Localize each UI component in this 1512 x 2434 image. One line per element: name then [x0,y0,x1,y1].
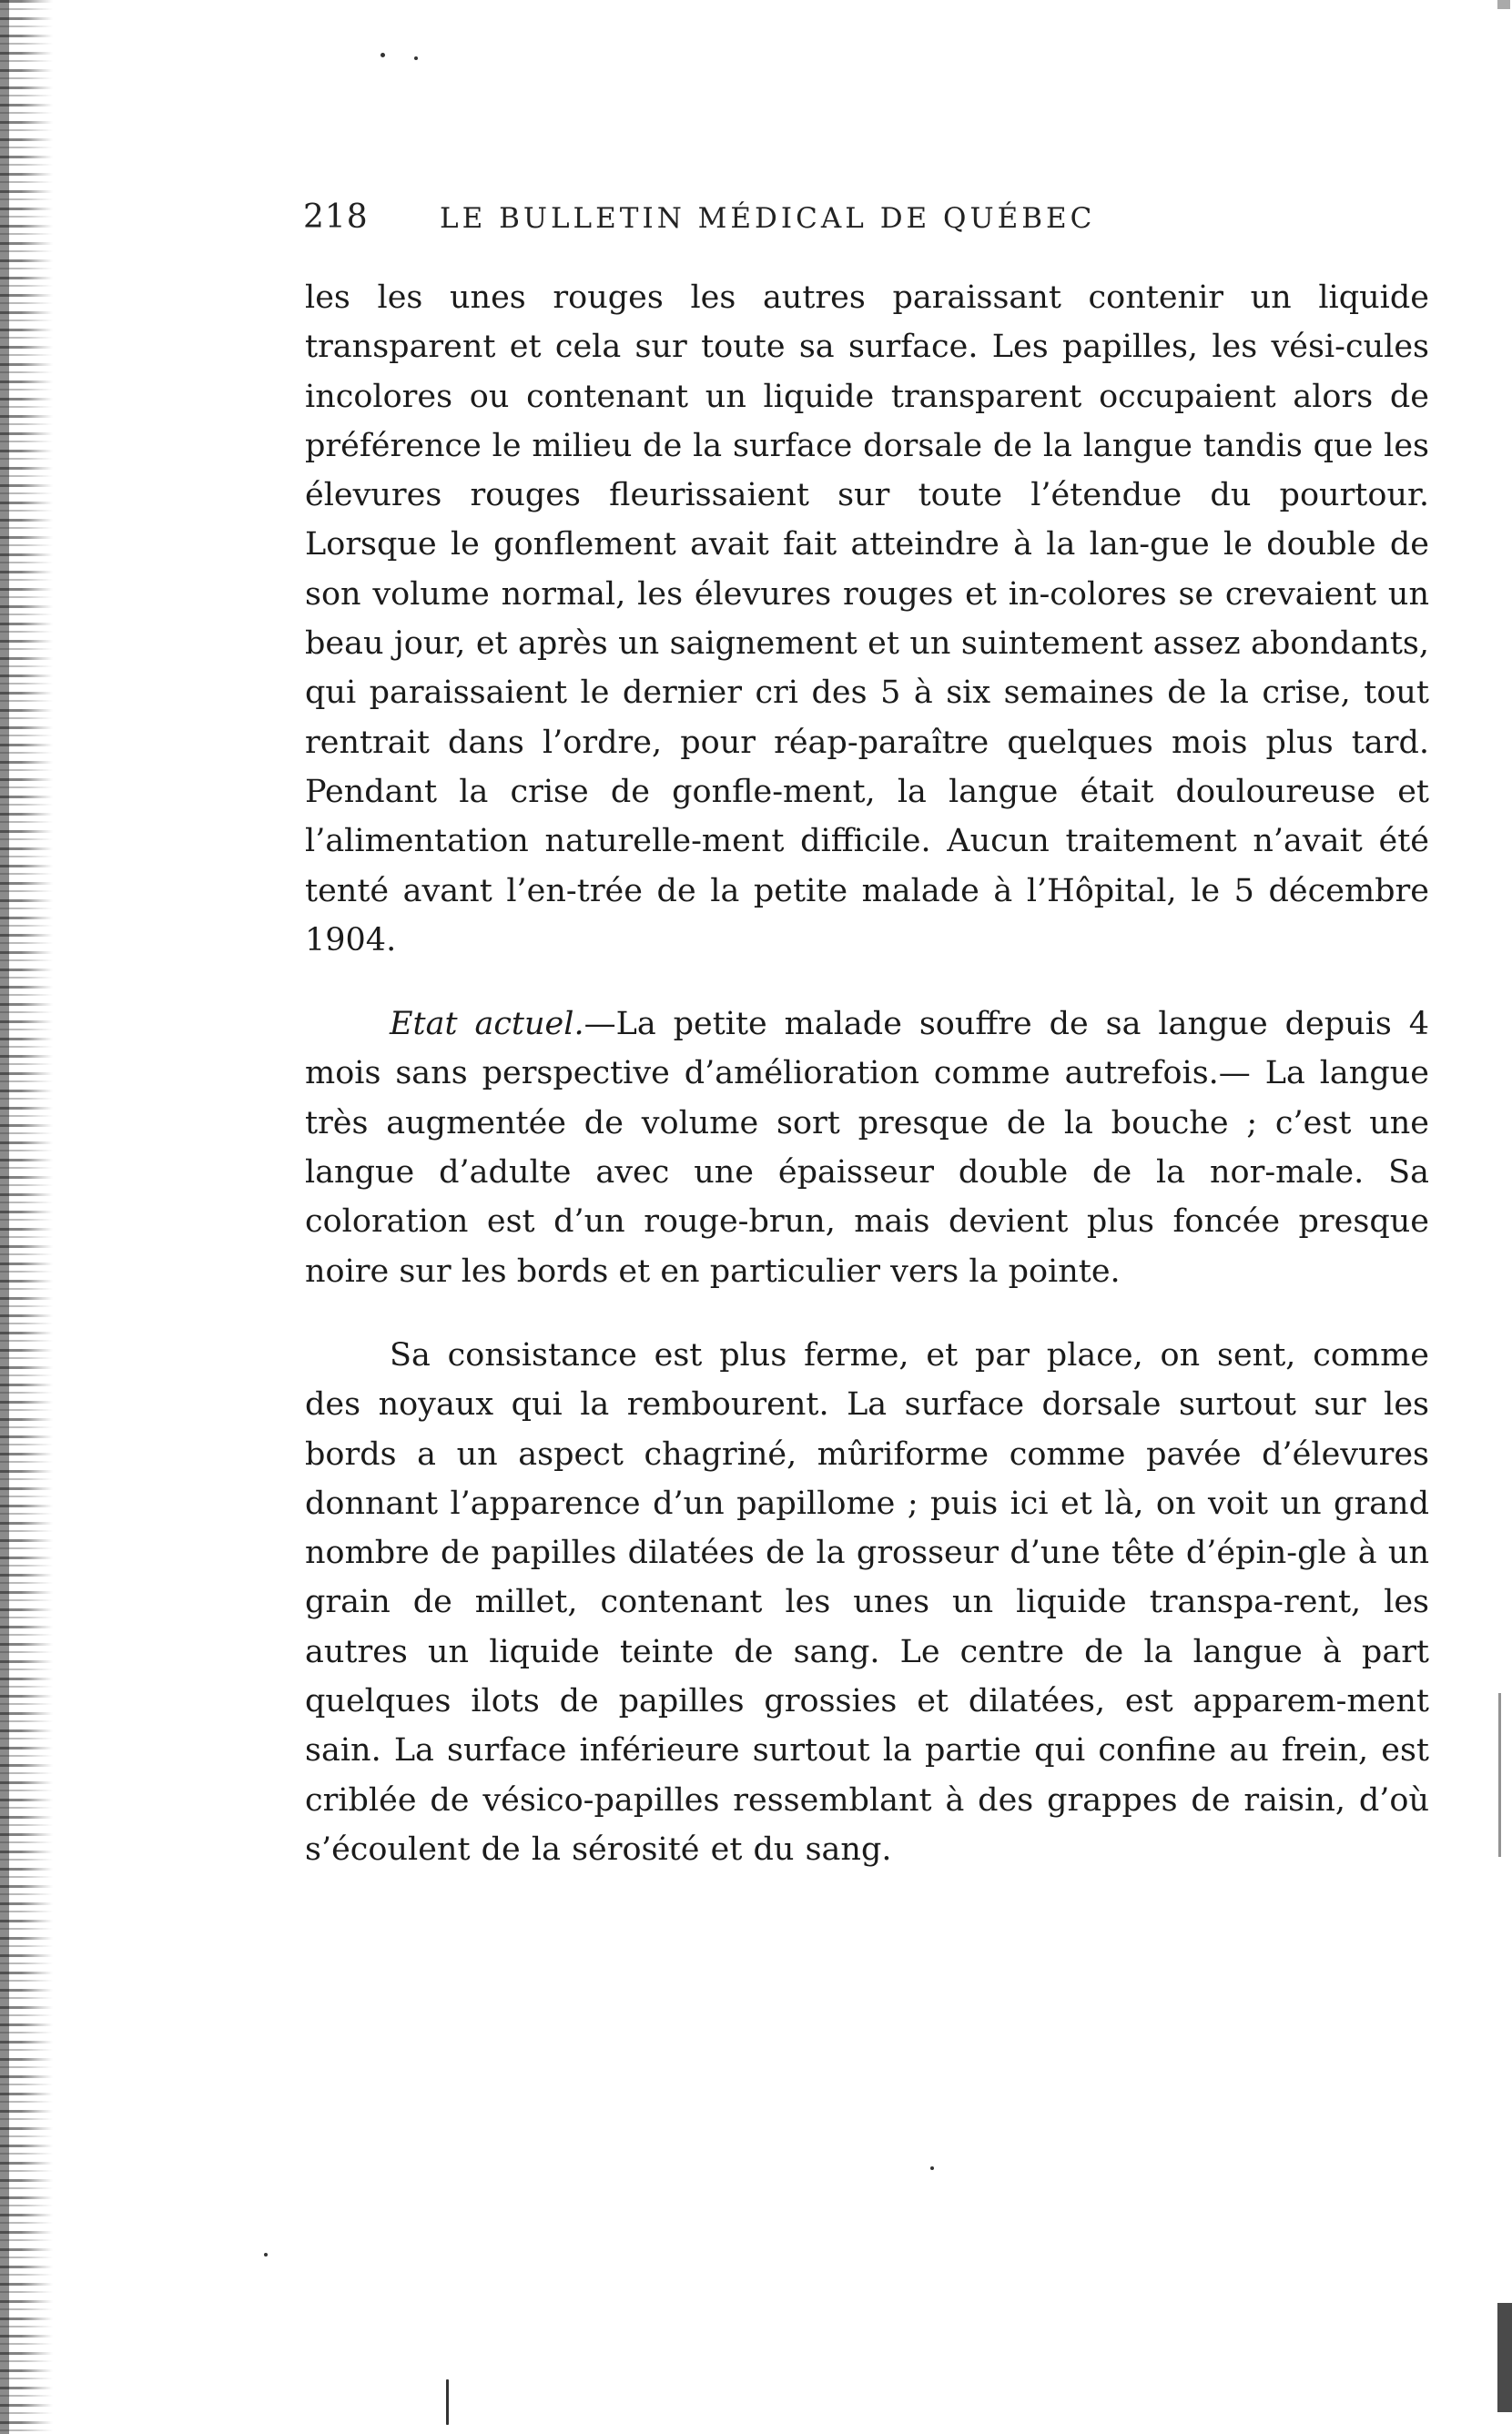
paragraph-continued: les les unes rouges les autres paraissant contenir un liquide transparent et cela sur toute sa surface. Les papilles, les vési-cules incolores ou contenant un liquide transparent occupaient alors de préférence le milieu de la surface dorsale de la langue tandis que les élevures rouges fleurissaient sur toute l’étendue du pourtour. Lorsque le gonflement avait fait atteindre à la lan-gue le double de son volume normal, les élevures rouges et in-colores se crevaient un beau jour, et après un saignement et un suintement assez abondants, qui paraissaient le dernier cri des 5 à six semaines de la crise, tout rentrait dans l’ordre, pour réap-paraître quelques mois plus tard. Pendant la crise de gonfle-ment, la langue était douloureuse et l’alimentation naturelle-ment difficile. Aucun traitement n’avait été tenté avant l’en-trée de la petite malade à l’Hôpital, le 5 décembre 1904. [305,279,1429,958]
scan-speck [930,2166,934,2170]
journal-title: LE BULLETIN MÉDICAL DE QUÉBEC [440,202,1096,235]
scan-speck [414,56,418,60]
body-text [305,273,1429,1874]
running-head [303,198,1204,244]
section-lead: Etat actuel. [390,1006,584,1043]
paragraph-etat-actuel [305,999,1429,1296]
scan-speck [264,2253,268,2257]
scan-speck [381,53,385,57]
scan-mark [1498,1693,1501,1857]
page-number: 218 [303,198,369,236]
paragraph-consistance: Sa consistance est plus ferme, et par place, on sent, comme des noyaux qui la rembourent. La surface dorsale surtout sur les bords a un aspect chagriné, mûriforme comme pavée d’élevures donnant l’apparence d’un papillome ; puis ici et là, on voit un grand nombre de papilles dilatées de la grosseur d’une tête d’épin-gle à un grain de millet, contenant les unes un liquide transpa-rent, les autres un liquide teinte de sang. Le centre de la langue à part quelques ilots de papilles grossies et dilatées, est apparem-ment sain. La surface inférieure surtout la partie qui confine au frein, est criblée de vésico-papilles ressemblant à des grappes de raisin, d’où s’écoulent de la sérosité et du sang. [305,1336,1429,1868]
scan-mark [1497,2303,1512,2412]
binding-edge [0,0,53,2434]
scan-mark [1497,0,1510,9]
scan-speck [446,2379,449,2425]
paragraph-text: —La petite malade souffre de sa langue depuis 4 mois sans perspective d’amélioration comme autrefois.— La langue très augmentée de volume sort presque de la bouche ; c’est une langue d’adulte avec une épaisseur double de la nor-male. Sa coloration est d’un rouge-brun, mais devient plus foncée presque noire sur les bords et en particulier vers la pointe. [305,1006,1429,1290]
